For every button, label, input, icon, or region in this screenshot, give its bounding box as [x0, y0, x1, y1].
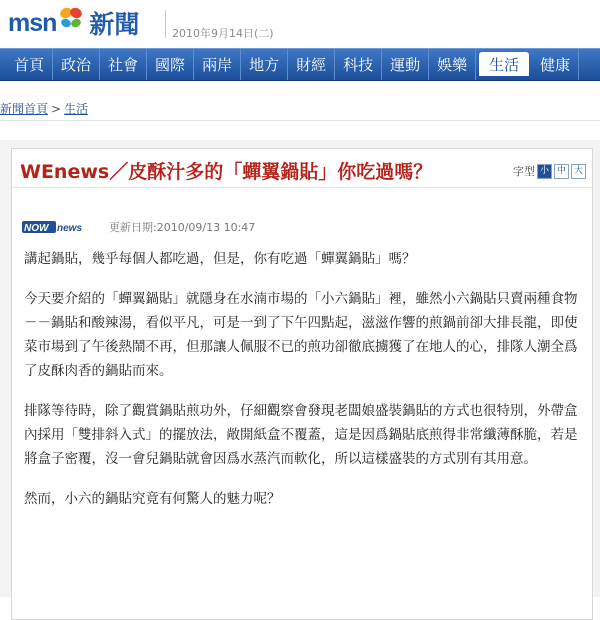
nav-item-9[interactable]: 娛樂 — [429, 49, 476, 80]
article-update-date: 更新日期:2010/09/13 10:47 — [109, 221, 256, 234]
article-meta — [22, 219, 255, 235]
nav-item-1[interactable]: 政治 — [53, 49, 100, 80]
article-body — [24, 247, 586, 527]
nav-item-0[interactable]: 首頁 — [0, 49, 53, 80]
article-paragraph: 排隊等待時，除了觀賞鍋貼煎功外，仔細觀察會發現老闆娘盛裝鍋貼的方式也很特別，外帶盒內採用「雙排斜入式」的擺放法，敞開紙盒不覆蓋，這是因爲鍋貼底煎得非常纖薄酥脆，若是將盒子密覆，沒一會兒鍋貼就會因爲水蒸汽而軟化，所以這樣盛裝的方式別有其用意。 — [24, 403, 578, 467]
svg-text:NOW: NOW — [24, 223, 49, 233]
font-size-button-2[interactable]: 大 — [571, 164, 586, 179]
breadcrumb-divider — [0, 120, 600, 121]
nav-item-8[interactable]: 運動 — [382, 49, 429, 80]
main-nav — [0, 48, 600, 81]
nav-item-6[interactable]: 財經 — [288, 49, 335, 80]
article-title-bar — [12, 149, 592, 188]
article-card — [11, 148, 593, 620]
logo-news-text: 新聞 — [89, 10, 140, 39]
logo-msn-text: msn — [8, 8, 57, 37]
nav-item-5[interactable]: 地方 — [241, 49, 288, 80]
site-header — [0, 0, 600, 46]
nav-item-11[interactable]: 健康 — [532, 49, 579, 80]
font-size-button-1[interactable]: 中 — [554, 164, 569, 179]
nav-item-3[interactable]: 國際 — [147, 49, 194, 80]
font-size-label: 字型 — [513, 165, 535, 178]
article-title: WEnews／皮酥汁多的「蟬翼鍋貼」你吃過嗎？ — [20, 161, 433, 183]
butterfly-icon — [57, 5, 85, 33]
nav-item-10[interactable]: 生活 — [479, 52, 529, 76]
nownews-logo — [22, 221, 97, 233]
font-size-switcher — [513, 163, 586, 179]
breadcrumb-current-link[interactable]: 生活 — [64, 102, 89, 116]
svg-text:news: news — [57, 223, 83, 233]
header-divider — [165, 10, 166, 38]
msn-news-logo[interactable] — [8, 6, 139, 40]
breadcrumb — [0, 100, 88, 117]
nav-item-4[interactable]: 兩岸 — [194, 49, 241, 80]
article-paragraph: 講起鍋貼，幾乎每個人都吃過，但是，你有吃過「蟬翼鍋貼」嗎？ — [24, 251, 416, 267]
article-area — [0, 140, 600, 597]
header-date: 2010年9月14日(二) — [172, 27, 274, 40]
nav-item-2[interactable]: 社會 — [100, 49, 147, 80]
nav-item-7[interactable]: 科技 — [335, 49, 382, 80]
article-paragraph: 然而，小六的鍋貼究竟有何驚人的魅力呢？ — [24, 491, 281, 507]
breadcrumb-separator: > — [51, 102, 62, 116]
breadcrumb-home-link[interactable]: 新聞首頁 — [0, 102, 49, 116]
font-size-button-0[interactable]: 小 — [537, 164, 552, 179]
article-paragraph: 今天要介紹的「蟬翼鍋貼」就隱身在水湳市場的「小六鍋貼」裡，雖然小六鍋貼只賣兩種食物－－鍋貼和酸辣湯，看似平凡，可是一到了下午四點起，滋滋作響的煎鍋前卻大排長龍，即使菜市場到了午後熱鬧不再，但那讓人佩服不已的煎功卻徹底擄獲了在地人的心，排隊人潮全爲了皮酥肉香的鍋貼而來。 — [24, 291, 578, 379]
